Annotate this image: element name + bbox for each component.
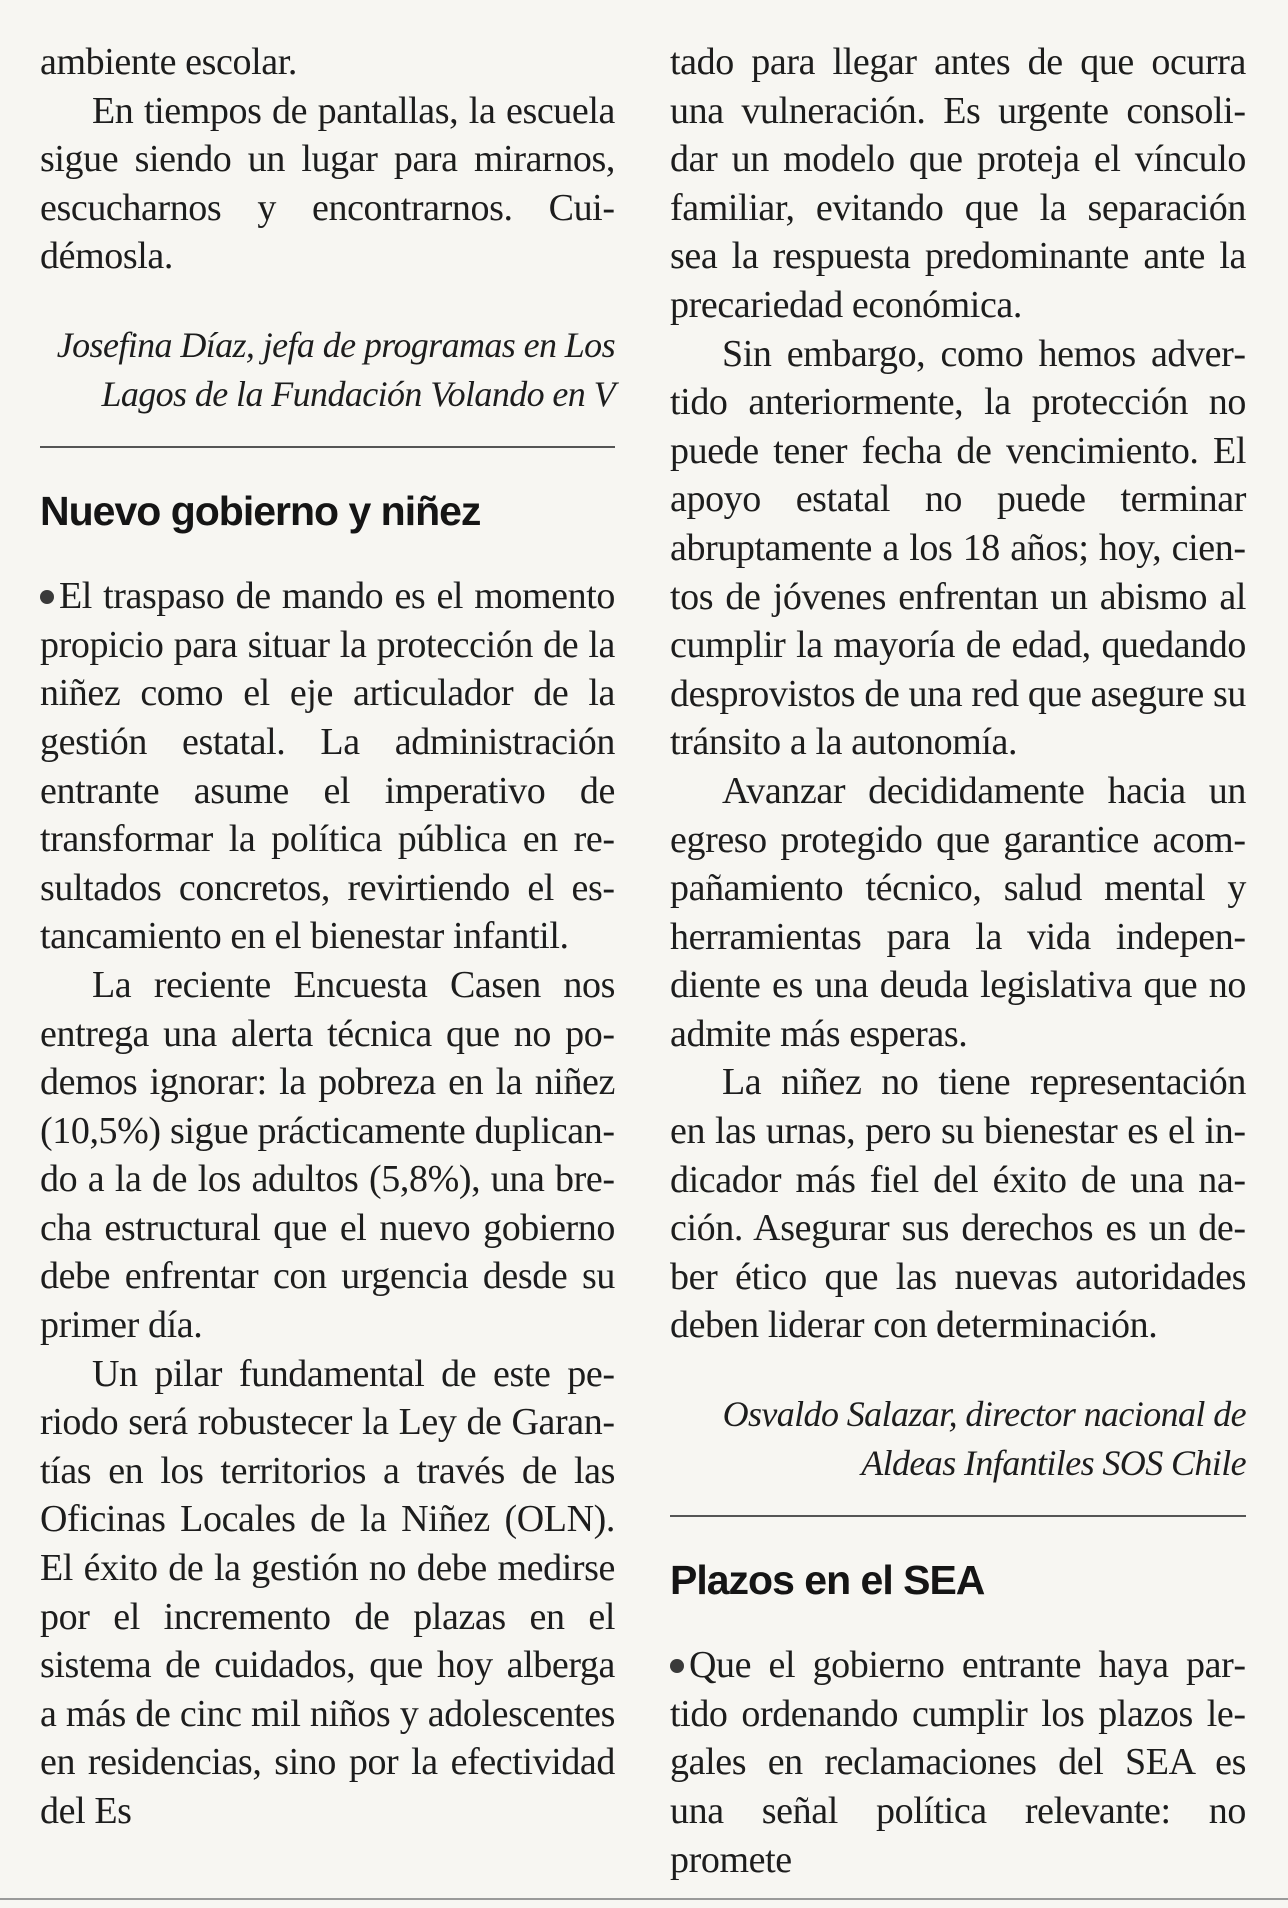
signature-osvaldo: Osvaldo Salazar, director nacional de Aldeas Infantiles SOS Chile: [722, 1394, 1246, 1483]
page-bottom-border: [0, 1898, 1288, 1900]
article-paragraph: Avanzar decididamente hacia un egreso protegido que garantice acompañamiento técnico, salud mental y herramientas para la vida independiente es una deuda legislativa que no admite más esperas.: [670, 769, 1246, 1055]
intro-paragraph: En tiempos de pantallas, la escuela sigue siendo un lugar para mirarnos, escucharnos y encontrarnos. Cuidémosla.: [40, 89, 615, 278]
article-paragraph: tado para llegar antes de que ocurra una vulneración. Es urgente consolidar un modelo que proteja el vínculo familiar, evitando que la separación sea la respuesta predominante ante la precariedad económica.: [670, 41, 1246, 326]
article-heading-nuevo-gobierno: Nuevo gobierno y niñez: [40, 488, 481, 535]
signature-josefina: Josefina Díaz, jefa de programas en Los Lagos de la Fundación Volando en V: [56, 324, 615, 414]
article-paragraph: Que el gobierno entrante haya partido ordenando cumplir los plazos legales en reclamaciones del SEA es una señal política relevante: no promete: [670, 1641, 1246, 1884]
article-paragraph: El traspaso de mando es el momento propicio para situar la protección de la niñez como el eje articulador de la gestión estatal. La administración entrante asume el imperativo de transformar la política pública en resultados concretos, revirtiendo el estancamiento en el bienestar infantil.: [40, 572, 615, 961]
article-paragraph: Sin embargo, como hemos advertido anteriormente, la protección no puede tener fecha de vencimiento. El apoyo estatal no puede terminar abruptamente a los 18 años; hoy, cientos de jóvenes enfrentan un abismo al cumplir la mayoría de edad, quedando desprovistos de una red que asegure su tránsito a la autonomía.: [670, 332, 1246, 764]
left-column: [40, 38, 615, 1836]
article-heading-plazos-sea: Plazos en el SEA: [670, 1557, 985, 1604]
article-paragraph: La reciente Encuesta Casen nos entrega una alerta técnica que no podemos ignorar: la pobreza en la niñez (10,5%) sigue prácticamente duplicando a la de los adultos (5,8%), una brecha estructural que el nuevo gobierno debe enfrentar con urgencia desde su primer día.: [40, 963, 615, 1347]
article-paragraph: Un pilar fundamental de este periodo será robustecer la Ley de Garantías en los territorios a través de las Oficinas Locales de la Niñez (OLN). El éxito de la gestión no debe medirse por el incremento de plazas en el sistema de cuidados, que hoy alberga a más de cinc mil niños y adolescentes en residencias, sino por la efectividad del Es: [40, 1352, 615, 1832]
intro-tail: ambiente escolar.: [40, 41, 297, 83]
right-column: [670, 38, 1246, 1884]
article-paragraph: La niñez no tiene representación en las urnas, pero su bienestar es el indicador más fiel del éxito de una nación. Asegurar sus derechos es un deber ético que las nuevas autoridades deben liderar con determinación.: [670, 1061, 1246, 1347]
